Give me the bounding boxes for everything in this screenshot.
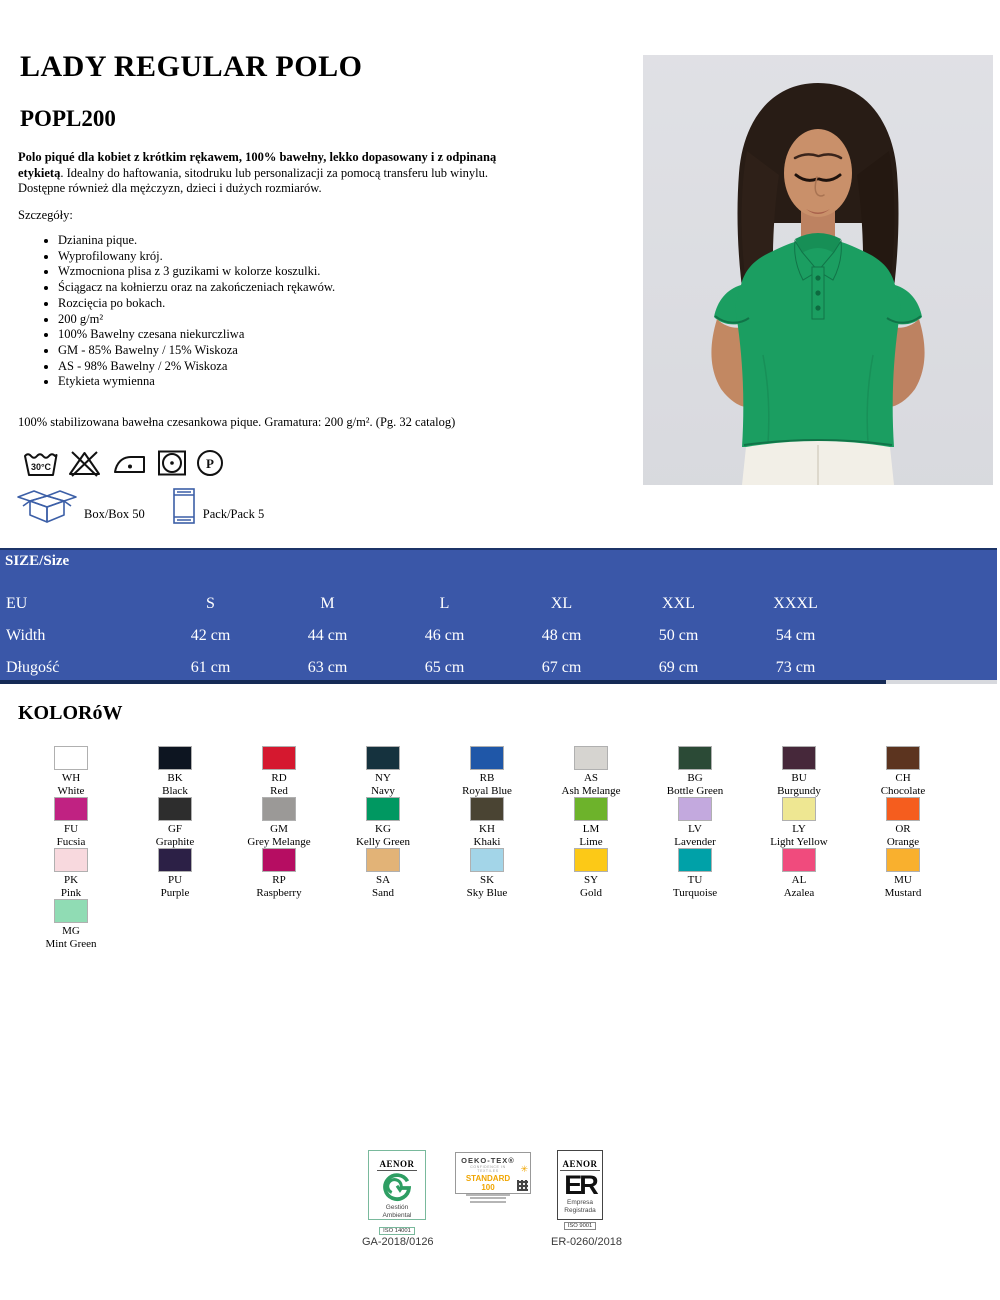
detail-item: • Wzmocniona plisa z 3 guzikami w kolorze koszulki. [58,264,335,280]
size-cell: 46 cm [424,627,465,644]
iron-one-dot-icon [110,449,148,477]
detail-item: • Wyprofilowany krój. [58,249,335,265]
swatch-chip [574,797,608,821]
swatch-name: Light Yellow [770,835,828,848]
swatch-code: AL [791,874,807,886]
swatch-name: Pink [60,886,82,899]
swatch-name: Sand [372,886,394,899]
pack-label: Pack/Pack 5 [202,507,265,521]
swatch-name: Navy [371,784,395,797]
description-regular: . Idealny do haftowania, sitodruku lub personalizacji za pomocą transferu lub winylu. Dostępne również dla mężczyzn, dzieci i dużych rozmiarów. [18,165,489,196]
size-cell: 42 cm [190,627,231,644]
product-description [18,150,520,197]
color-swatch [19,848,123,899]
er-monogram: ER [564,1170,596,1200]
aenor-er-line2: Registrada [564,1206,596,1214]
oekotex-fineprint-line [466,1194,510,1196]
color-swatch [227,797,331,848]
swatch-chip [574,848,608,872]
color-swatch [747,797,851,848]
swatch-name: Mustard [884,886,922,899]
oekotex-sun-icon: ✳ [520,1164,528,1174]
swatch-chip [366,797,400,821]
color-swatch [851,797,955,848]
color-swatch [123,746,227,797]
swatch-code: AS [583,772,599,784]
swatch-code: WH [61,772,81,784]
swatch-code: OR [895,823,911,835]
color-swatch [851,848,955,899]
fabric-note: 100% stabilizowana bawełna czesankowa pique. Gramatura: 200 g/m². (Pg. 32 catalog) [18,415,456,429]
packaging-row [16,485,264,525]
aenor-er-brand: AENOR [562,1159,598,1169]
swatch-code: PU [167,874,183,886]
size-cell: 44 cm [307,627,348,644]
detail-item: • AS - 98% Bawelny / 2% Wiskoza [58,359,335,375]
oekotex-title: OEKO-TEX® [461,1156,515,1165]
swatch-code: GF [167,823,183,835]
size-row-label: Długość [6,659,60,676]
aenor-ga-line2: Ambiental [382,1211,412,1219]
size-row-label: EU [6,595,28,612]
size-cell: XXL [662,595,695,612]
swatch-chip [262,746,296,770]
swatch-code: SK [479,874,495,886]
details-heading: Szczegóły: [18,208,73,222]
color-swatches-grid [19,746,955,950]
swatch-code: BG [687,772,703,784]
size-cell: 63 cm [307,659,348,676]
detail-item: • 200 g/m² [58,312,335,328]
swatch-chip [678,848,712,872]
swatch-chip [262,848,296,872]
swatch-code: LV [688,823,702,835]
swatch-chip [262,797,296,821]
color-swatch [227,746,331,797]
wash-30-icon [22,449,59,477]
oekotex-qr-icon [517,1180,528,1191]
swatch-code: SA [375,874,391,886]
swatch-chip [54,746,88,770]
swatch-code: MG [62,925,80,937]
oekotex-standard: STANDARD 100 [465,1174,511,1192]
swatch-name: Mint Green [45,937,97,950]
swatch-chip [366,746,400,770]
swatch-chip [782,848,816,872]
swatch-code: RP [272,874,286,886]
swatch-name: Ash Melange [561,784,621,797]
aenor-ga-line1: Gestión [385,1204,409,1211]
swatch-code: MU [894,874,912,886]
aenor-ga-iso: ISO 14001 [379,1227,415,1235]
do-not-bleach-icon [68,449,101,477]
swatch-code: KG [375,823,391,835]
swatch-chip [54,899,88,923]
swatch-code: NY [375,772,391,784]
swatch-code: LY [792,823,806,835]
swatch-chip [158,797,192,821]
pack-icon [171,487,197,525]
color-swatch [19,899,123,950]
swatch-chip [366,848,400,872]
color-swatch [19,797,123,848]
swatch-code: FU [63,823,79,835]
color-swatch [19,746,123,797]
color-swatch [331,848,435,899]
color-swatch [435,797,539,848]
size-table-row [0,588,997,620]
size-cell: 67 cm [541,659,582,676]
color-swatch [435,746,539,797]
swatch-name: Lavender [674,835,716,848]
swatch-name: Turquoise [672,886,718,899]
swatch-chip [158,746,192,770]
detail-item: • GM - 85% Bawelny / 15% Wiskoza [58,343,335,359]
swatch-chip [886,746,920,770]
size-table-row [0,620,997,652]
er-cert-number: ER-0260/2018 [551,1236,622,1248]
color-swatch [227,848,331,899]
ga-cert-number: GA-2018/0126 [362,1236,434,1248]
swatch-chip [158,848,192,872]
swatch-name: Chocolate [880,784,926,797]
size-table-bottom-border [0,680,997,684]
aenor-er-iso: ISO 9001 [564,1222,597,1230]
color-swatch [747,848,851,899]
swatch-code: BU [791,772,807,784]
swatch-chip [470,797,504,821]
swatch-name: Fucsia [56,835,86,848]
swatch-code: CH [895,772,911,784]
detail-item: • Ściągacz na kołnierzu oraz na zakończeniach rękawów. [58,280,335,296]
swatch-name: Azalea [783,886,815,899]
swatch-name: Royal Blue [462,784,512,797]
care-icons-row [22,449,224,477]
detail-item: • Etykieta wymienna [58,374,335,390]
details-list [42,233,335,390]
swatch-chip [470,848,504,872]
size-cell: 69 cm [658,659,699,676]
swatch-code: RB [479,772,495,784]
color-swatch [331,746,435,797]
page-title: LADY REGULAR POLO [20,50,363,83]
swatch-name: White [57,784,85,797]
swatch-name: Red [270,784,288,797]
swatch-chip [886,848,920,872]
color-swatch [539,746,643,797]
size-cell: 61 cm [190,659,231,676]
swatch-name: Grey Melange [247,835,311,848]
size-cell: L [439,595,450,612]
size-cell: 48 cm [541,627,582,644]
swatch-chip [54,848,88,872]
size-row-label: Width [6,627,46,644]
size-cell: M [320,595,335,612]
box-icon [16,485,78,525]
swatch-code: KH [479,823,495,835]
swatch-code: PK [63,874,79,886]
dry-clean-p-icon [196,449,224,477]
color-swatch [539,797,643,848]
swatch-chip [574,746,608,770]
aenor-er-line1: Empresa [566,1199,593,1206]
box-label: Box/Box 50 [84,507,145,521]
swatch-code: LM [582,823,600,835]
swatch-code: GM [270,823,288,835]
description-bold: Polo piqué dla kobiet z krótkim rękawem, 100% bawełny, lekko dopasowany i z odpinaną etykietą [18,150,497,180]
swatch-chip [470,746,504,770]
swatch-name: Khaki [473,835,501,848]
swatch-name: Purple [160,886,190,899]
swatch-name: Black [162,784,188,797]
colors-heading: KOLORóW [18,702,123,724]
swatch-name: Raspberry [256,886,302,899]
detail-item: • Dzianina pique. [58,233,335,249]
swatch-code: SY [583,874,599,886]
size-table-header: SIZE/Size [5,553,70,569]
swatch-chip [678,746,712,770]
swatch-name: Sky Blue [466,886,508,899]
swatch-name: Bottle Green [666,784,724,797]
detail-item: • Rozcięcia po bokach. [58,296,335,312]
swatch-code: TU [687,874,703,886]
swatch-chip [886,797,920,821]
size-cell: XL [550,595,573,612]
color-swatch [643,746,747,797]
aenor-ga-brand: AENOR [379,1159,415,1169]
oekotex-fineprint-line [470,1201,506,1203]
color-swatch [643,797,747,848]
product-photo [643,55,993,485]
swatch-code: BK [167,772,183,784]
tumble-dry-icon [157,449,187,477]
swatch-chip [54,797,88,821]
color-swatch [331,797,435,848]
swatch-chip [678,797,712,821]
aenor-er-logo [557,1150,603,1229]
size-table [0,548,997,680]
color-swatch [539,848,643,899]
color-swatch [123,848,227,899]
swatch-chip [782,746,816,770]
detail-item: • 100% Bawelny czesana niekurczliwa [58,327,335,343]
swatch-name: Lime [579,835,603,848]
size-cell: 54 cm [775,627,816,644]
color-swatch [747,746,851,797]
swatch-code: RD [271,772,287,784]
size-cell: 73 cm [775,659,816,676]
size-cell: S [206,595,215,612]
color-swatch [435,848,539,899]
svg-text:P: P [206,456,214,471]
color-swatch [851,746,955,797]
ga-monogram-icon [382,1173,412,1203]
size-cell: 50 cm [658,627,699,644]
oekotex-logo [455,1152,531,1194]
size-cell: XXXL [773,595,818,612]
color-swatch [643,848,747,899]
color-swatch [123,797,227,848]
oekotex-fineprint-line [470,1197,506,1199]
swatch-name: Graphite [155,835,195,848]
swatch-name: Kelly Green [355,835,411,848]
aenor-ga-logo [368,1150,426,1234]
swatch-name: Orange [886,835,920,848]
swatch-name: Burgundy [777,784,821,797]
oekotex-subtitle: CONFIDENCE IN TEXTILES [470,1165,506,1173]
svg-text:30°C: 30°C [30,462,52,472]
swatch-chip [782,797,816,821]
size-cell: 65 cm [424,659,465,676]
size-table-rows [0,588,997,684]
product-code: POPL200 [20,106,116,131]
swatch-name: Gold [580,886,602,899]
